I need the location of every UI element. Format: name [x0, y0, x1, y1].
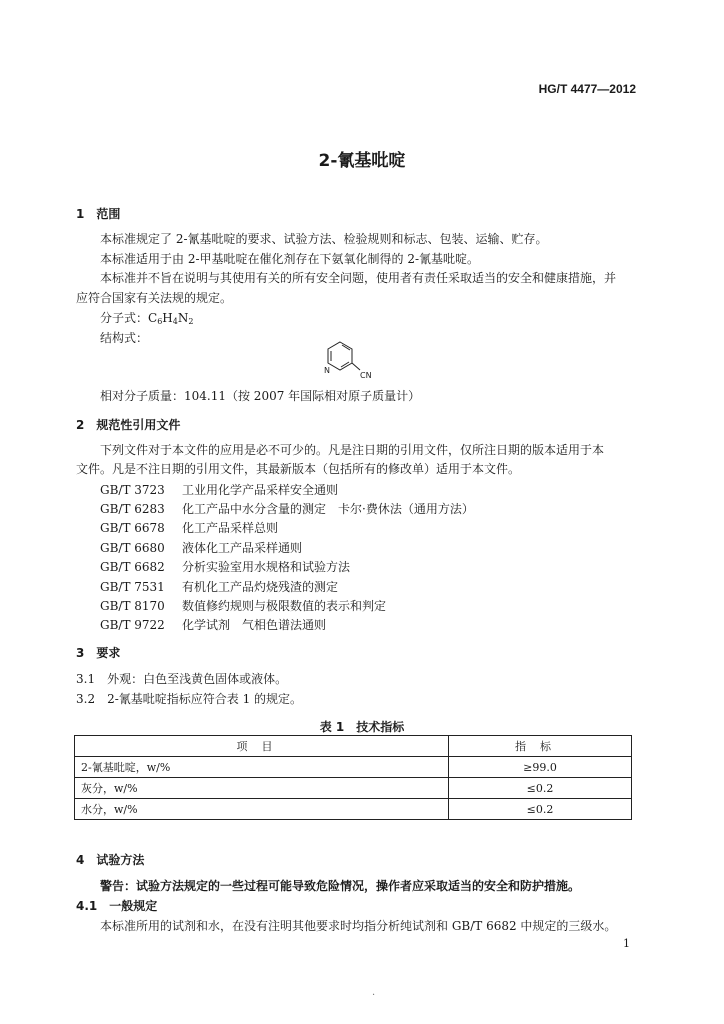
section-2-heading: 2 规范性引用文件: [76, 418, 181, 432]
table-row: [75, 799, 632, 820]
scope-paragraph-1: 本标准规定了 2-氰基吡啶的要求、试验方法、检验规则和标志、包装、运输、贮存。: [100, 232, 548, 246]
table-row: [75, 757, 632, 778]
general-provision-paragraph: 本标准所用的试剂和水，在没有注明其他要求时均指分析纯试剂和 GB/T 6682 中规定的三级水。: [100, 919, 617, 933]
item-cell: 2-氰基吡啶，w/%: [75, 757, 449, 778]
structure-n-label: N: [324, 366, 330, 375]
value-cell: ≥99.0: [449, 757, 632, 778]
reference-item: GB/T 6678 化工产品采样总则: [100, 521, 279, 535]
formula-label: 分子式：: [100, 311, 149, 325]
table-header-row: [75, 736, 632, 757]
section-1-heading: 1 范围: [76, 207, 121, 221]
technical-specs-table: [74, 735, 632, 820]
reference-item: GB/T 6283 化工产品中水分含量的测定 卡尔·费休法（通用方法）: [100, 502, 474, 516]
scope-paragraph-2: 本标准适用于由 2-甲基吡啶在催化剂存在下氨氧化制得的 2-氰基吡啶。: [100, 252, 480, 266]
safety-warning: 警告：试验方法规定的一些过程可能导致危险情况，操作者应采取适当的安全和防护措施。: [100, 879, 581, 893]
scope-paragraph-3b: 应符合国家有关法规的规定。: [76, 291, 233, 305]
section-4-heading: 4 试验方法: [76, 853, 145, 867]
reference-item: GB/T 9722 化学试剂 气相色谱法通则: [100, 618, 327, 632]
molecular-formula: 分子式：$C_6H_4N_2$: [100, 311, 194, 326]
table-caption: 表 1 技术指标: [319, 720, 405, 734]
column-header-value: 指标: [449, 736, 632, 757]
reference-item: GB/T 6680 液体化工产品采样通则: [100, 541, 303, 555]
reference-item: GB/T 3723 工业用化学产品采样安全通则: [100, 483, 339, 497]
reference-item: GB/T 8170 数值修约规则与极限数值的表示和判定: [100, 599, 387, 613]
reference-item: GB/T 7531 有机化工产品灼烧残渣的测定: [100, 580, 339, 594]
standard-code: HG/T 4477—2012: [538, 82, 636, 96]
normative-paragraph-a: 下列文件对于本文件的应用是必不可少的。凡是注日期的引用文件，仅所注日期的版本适用于本: [100, 443, 605, 457]
scan-mark: ·: [372, 990, 376, 1001]
subsection-4-1-heading: 4.1 一般规定: [76, 899, 158, 913]
section-3-heading: 3 要求: [76, 646, 121, 660]
page-number: 1: [623, 937, 630, 950]
value-cell: ≤0.2: [449, 778, 632, 799]
column-header-item: 项目: [75, 736, 449, 757]
document-title: 2-氰基吡啶: [318, 151, 406, 171]
item-cell: 水分，w/%: [75, 799, 449, 820]
scope-paragraph-3a: 本标准并不旨在说明与其使用有关的所有安全问题，使用者有责任采取适当的安全和健康措施，并: [100, 271, 617, 285]
requirement-3-1: 3.1 外观：白色至浅黄色固体或液体。: [76, 672, 288, 686]
requirement-3-2: 3.2 2-氰基吡啶指标应符合表 1 的规定。: [76, 692, 303, 706]
relative-molecular-mass: 相对分子质量：104.11（按 2007 年国际相对原子质量计）: [100, 389, 421, 403]
structure-label: 结构式：: [100, 331, 149, 345]
structural-formula-image: [320, 336, 390, 384]
reference-item: GB/T 6682 分析实验室用水规格和试验方法: [100, 560, 351, 574]
item-cell: 灰分，w/%: [75, 778, 449, 799]
structure-cn-label: CN: [360, 371, 372, 380]
value-cell: ≤0.2: [449, 799, 632, 820]
table-row: [75, 778, 632, 799]
normative-paragraph-b: 文件。凡是不注日期的引用文件，其最新版本（包括所有的修改单）适用于本文件。: [76, 462, 521, 476]
